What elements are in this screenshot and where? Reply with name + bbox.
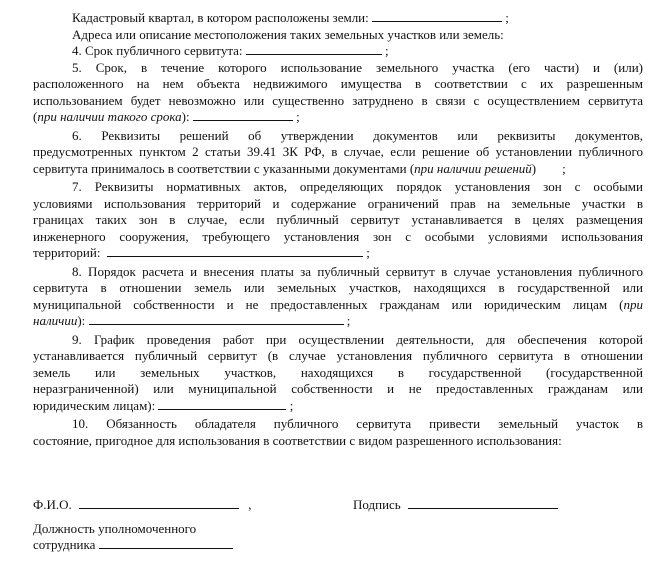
item-8 <box>33 264 643 330</box>
item-4-label: 4. Срок публичного сервитута: <box>72 43 243 58</box>
position-label-line-1: Должность уполномоченного <box>33 521 197 536</box>
item-9-line-5: юридическим лицам): ; <box>33 397 294 413</box>
item-8-blank[interactable] <box>89 313 344 325</box>
item-7-line-2: условиями использования территорий и содержание ограничений прав на земельные участки в <box>33 195 643 211</box>
item-9-line-3: земель или земельных участков, находящихся в государственной (государственной <box>33 364 643 380</box>
fio-comma: , <box>248 497 252 512</box>
item-7-line-4: инженерного сооружения, требующего установления зон с особыми условиями использования <box>33 228 643 244</box>
cadastral-label: Кадастровый квартал, в котором расположены земли: <box>72 10 369 25</box>
document-body <box>33 10 643 449</box>
signature-footer <box>33 497 643 552</box>
item-5-line-4: (при наличии такого срока): ; <box>33 109 300 124</box>
item-5-line-3: использованием будет невозможно или существенно затруднено в связи с осуществлением сервитута <box>33 92 643 108</box>
item-8-line-2: сервитута в отношении земель или земельных участков, находящихся в государственной или <box>33 280 643 295</box>
item-5-line-2: расположенного на нем объекта недвижимого имущества в соответствии с их разрешенным <box>33 76 643 91</box>
cadastral-blank[interactable] <box>372 10 502 22</box>
item-9-blank[interactable] <box>158 398 286 410</box>
item-9-line-4: неразграниченной) или муниципальной собственности и не предоставленных гражданам или <box>33 381 643 396</box>
fio-blank[interactable] <box>79 497 239 509</box>
signature-blank[interactable] <box>408 497 558 509</box>
item-7-line-5: территорий: ; <box>33 245 370 260</box>
signature-field <box>353 497 558 513</box>
item-6 <box>33 128 643 178</box>
signature-row <box>33 497 643 517</box>
item-7-line-3: границах таких зон в случае, если публичный сервитут устанавливается в целях размещения <box>33 212 643 227</box>
item-6-line-2: предусмотренных пунктом 2 статьи 39.41 ЗК РФ, в случае, если решение об установлении публичного <box>33 144 643 159</box>
fio-field <box>33 497 252 513</box>
item-7 <box>33 179 643 262</box>
signature-label: Подпись <box>353 497 401 512</box>
item-8-line-4: наличии): ; <box>33 313 351 328</box>
semicolon: ; <box>385 43 389 58</box>
item-4 <box>33 43 643 60</box>
cadastral-line <box>33 10 643 27</box>
item-6-line-1: 6. Реквизиты решений об утверждении документов или реквизиты документов, <box>72 127 643 143</box>
item-8-italic-2: наличии <box>33 313 78 328</box>
item-10-line-2: состояние, пригодное для использования в соответствии с видом разрешенного использования: <box>33 432 562 448</box>
item-9-line-2: устанавливается публичный сервитут (в случае установления публичного сервитута в отношении <box>33 348 643 363</box>
item-10-line-1: 10. Обязанность обладателя публичного сервитута привести земельный участок в <box>72 416 643 431</box>
item-9 <box>33 332 643 415</box>
item-7-line-1: 7. Реквизиты нормативных актов, определяющих порядок установления зон с особыми <box>72 179 643 194</box>
item-5-blank[interactable] <box>193 109 293 121</box>
fio-label: Ф.И.О. <box>33 497 72 512</box>
item-5 <box>33 60 643 126</box>
item-6-italic: при наличии решений <box>414 160 532 176</box>
item-8-italic: при <box>623 296 643 312</box>
position-field <box>33 521 233 553</box>
item-10 <box>33 416 643 449</box>
item-9-line-1: 9. График проведения работ при осуществлении деятельности, для обеспечения которой <box>72 331 643 347</box>
item-8-line-1: 8. Порядок расчета и внесения платы за публичный сервитут в случае установления публичного <box>72 263 643 279</box>
position-label-line-2: сотрудника <box>33 537 233 553</box>
position-blank[interactable] <box>99 537 233 549</box>
item-5-line-1: 5. Срок, в течение которого использование земельного участка (его части) и (или) <box>72 59 643 75</box>
item-6-line-3: сервитута принималось в соответствии с указанными документами (при наличии решений) ; <box>33 160 566 176</box>
item-8-line-3: муниципальной собственности и не предоставленных гражданам или юридическим лицам (при <box>33 296 643 312</box>
address-label: Адреса или описание местоположения таких земельных участков или земель: <box>72 26 504 42</box>
semicolon: ; <box>505 10 509 25</box>
item-4-blank[interactable] <box>246 43 382 55</box>
item-5-italic: при наличии такого срока <box>37 109 182 124</box>
item-7-blank[interactable] <box>107 245 363 257</box>
address-line <box>33 27 643 44</box>
